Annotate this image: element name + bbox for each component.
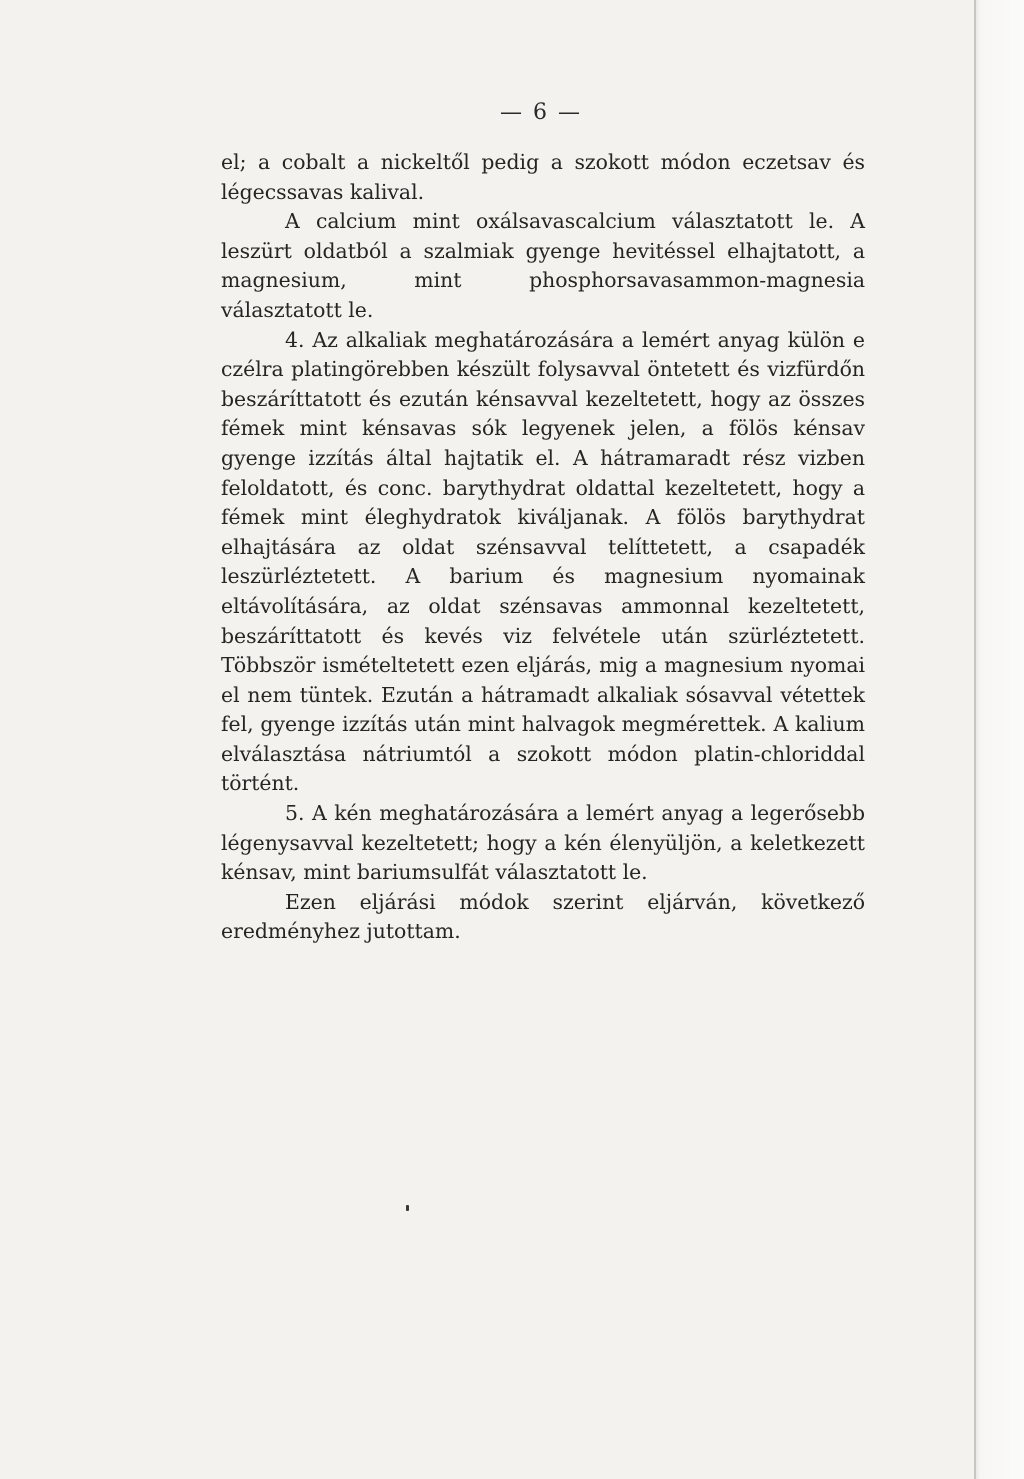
paragraph-sulfur: 5. A kén meghatározására a lemért anyag a legerősebb légenysavval kezeltetett; hogy a kén élenyüljön, a keletkezett kénsav, mint bariumsulfát választatott le. <box>221 801 865 885</box>
paragraph-alkali: 4. Az alkaliak meghatározására a lemért anyag külön e czélra platingörebben készült folysavval öntetett és vizfürdőn beszáríttatott és ezután kénsavval kezeltetett, hogy az összes fémek mint kénsavas sók legyenek jelen, a fölös kénsav gyenge izzítás által hajtatik el. A hátramaradt rész vizben feloldatott, és conc. barythydrat oldattal kezeltetett, hogy a fémek mint éleghydratok kiváljanak. A fölös barythydrat elhajtására az oldat szénsavval telíttetett, a csapadék leszürléztetett. A barium és magnesium nyomainak eltávolítására, az oldat szénsavas ammonnal kezeltetett, beszáríttatott és kevés viz felvétele után szürléztetett. Többször ismételtetett ezen eljárás, mig a magnesium nyomai el nem tüntek. Ezután a hátramadt alkaliak sósavval vétettek fel, gyenge izzítás után mint halvagok megmérettek. A kalium elválasztása nátriumtól a szokott módon platin-chloriddal történt. <box>221 327 865 796</box>
body-text <box>221 148 865 947</box>
page-number: — 6 — <box>500 100 582 125</box>
paragraph-calcium: A calcium mint oxálsavascalcium választatott le. A leszürt oldatból a szalmiak gyenge hevitéssel elhajtatott, a magnesium, mint phosphorsavasammon-magnesia választatott le. <box>221 209 865 322</box>
page-fold-line <box>974 0 976 1479</box>
page-edge <box>974 0 1024 1479</box>
paragraph-cobalt-nickel: el; a cobalt a nickeltől pedig a szokott módon eczetsav és légecssavas kalival. <box>221 150 865 204</box>
paragraph-conclusion: Ezen eljárási módok szerint eljárván, következő eredményhez jutottam. <box>221 889 865 944</box>
ink-speck <box>406 1205 409 1211</box>
